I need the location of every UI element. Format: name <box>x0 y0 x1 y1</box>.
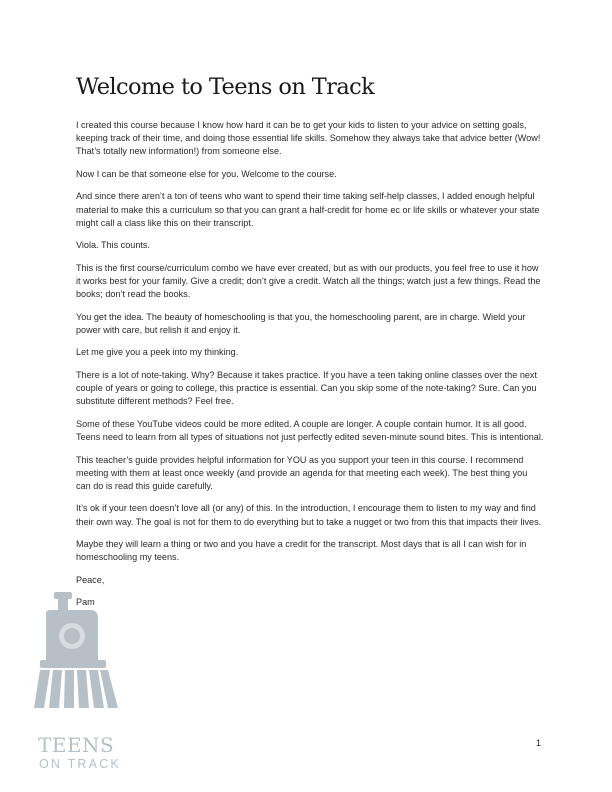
paragraph: Some of these YouTube videos could be more edited. A couple are longer. A couple contain humor. It is all good. Teens need to learn from all types of situations not just perfectly edited seven-minute sound bites. This is intentional. <box>76 418 544 443</box>
signature-name: Pam <box>76 597 95 608</box>
paragraph: There is a lot of note-taking. Why? Because it takes practice. If you have a teen taking online classes over the next couple of years or going to college, this practice is essential. Can you skip some of the note-taking? Sure. Can you substitute different methods? Feel free. <box>76 369 538 407</box>
page-number: 1 <box>536 738 542 748</box>
paragraph: And since there aren’t a ton of teens who want to spend their time taking self-help classes, I added enough helpful material to make this a curriculum so that you can grant a half-credit for home ec or life skills or whatever your state might call a class like this on their transcript. <box>76 191 540 228</box>
page-title: Welcome to Teens on Track <box>76 74 375 100</box>
train-icon <box>32 590 132 710</box>
paragraph: I created this course because I know how hard it can be to get your kids to listen to your advice on setting goals, keeping track of their time, and doing those essential life skills. Somehow they always take that advice better (Wow! That’s totally new information!) from someone else. <box>76 120 541 157</box>
paragraph: You get the idea. The beauty of homeschooling is that you, the homeschooling parent, are in charge. Wield your power with care, but relish it and enjoy it. <box>76 311 526 335</box>
paragraph: It’s ok if your teen doesn’t love all (or any) of this. In the introduction, I encourage them to listen to my way and find their own way. The goal is not for them to do everything but to take a nugget or two from this that impacts their lives. <box>76 503 542 527</box>
paragraph: Viola. This counts. <box>76 240 150 251</box>
logo-wordmark-on-track: ON TRACK <box>39 757 121 771</box>
signoff: Peace, <box>76 574 105 585</box>
paragraph: This teacher’s guide provides helpful information for YOU as you support your teen in this course. I recommend meeting with them at least once weekly (and provide an agenda for that meeting each week). The best thing you can do is read this guide carefully. <box>76 454 528 491</box>
paragraph: Maybe they will learn a thing or two and you have a credit for the transcript. Most days that is all I can wish for in homeschooling my teens. <box>76 539 527 563</box>
logo-wordmark-teens: TEENS <box>38 733 115 757</box>
letter-body <box>76 119 544 619</box>
paragraph: Now I can be that someone else for you. Welcome to the course. <box>76 168 337 179</box>
paragraph: This is the first course/curriculum combo we have ever created, but as with our products, you feel free to use it how it works best for your family. Give a credit; don’t give a credit. Watch all the things; watch just a few things. Read the books; don’t read the books. <box>76 262 541 300</box>
paragraph: Let me give you a peek into my thinking. <box>76 347 239 358</box>
